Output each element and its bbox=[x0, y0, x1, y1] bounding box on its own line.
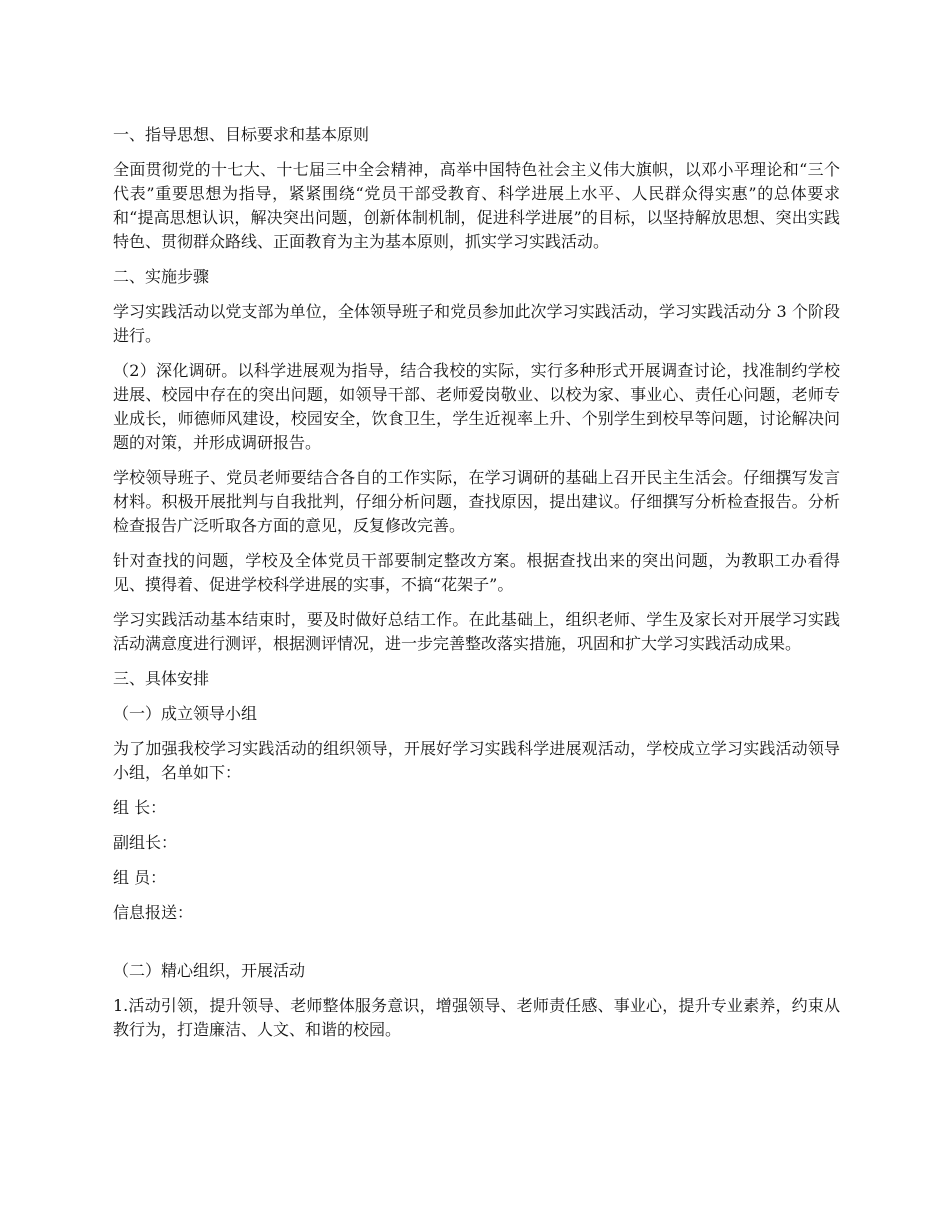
paragraph-activity-guidance: 1.活动引领，提升领导、老师整体服务意识，增强领导、老师责任感、事业心，提升专业素养，约束从教行为，打造廉洁、人文、和谐的校园。 bbox=[113, 996, 840, 1039]
paragraph-guiding-thought: 全面贯彻党的十七大、十七届三中全会精神，高举中国特色社会主义伟大旗帜，以邓小平理论和“三个代表”重要思想为指导，紧紧围绕“党员干部受教育、科学进展上水平、人民群众得实惠”的总体要求和“提高思想认识，解决突出问题，创新体制机制，促进科学进展”的目标，以坚持解放思想、突出实践特色、贯彻群众路线、正面教育为主为基本原则，抓实学习实践活动。 bbox=[113, 160, 840, 251]
section-heading-guiding-principles: 一、指导思想、目标要求和基本原则 bbox=[113, 125, 370, 144]
subsection-heading-organize-activities: （二）精心组织，开展活动 bbox=[113, 961, 306, 980]
role-report-label: 信息报送： bbox=[113, 903, 194, 922]
paragraph-democratic-meeting: 学校领导班子、党员老师要结合各自的工作实际，在学习调研的基础上召开民主生活会。仔细撰写发言材料。积极开展批判与自我批判，仔细分析问题，查找原因，提出建议。仔细撰写分析检查报告。分析检查报告广泛听取各方面的意见，反复修改完善。 bbox=[113, 468, 840, 535]
role-member-label: 组 员： bbox=[113, 868, 167, 887]
role-deputy-label: 副组长： bbox=[113, 833, 178, 852]
paragraph-in-depth-research: （2）深化调研。以科学进展观为指导，结合我校的实际，实行多种形式开展调查讨论，找准制约学校进展、校园中存在的突出问题，如领导干部、老师爱岗敬业、以校为家、事业心、责任心问题，老师专业成长，师德师风建设，校园安全，饮食卫生，学生近视率上升、个别学生到校早等问题，讨论解决问题的对策，并形成调研报告。 bbox=[113, 361, 840, 452]
paragraph-rectification-plan: 针对查找的问题，学校及全体党员干部要制定整改方案。根据查找出来的突出问题，为教职工办看得见、摸得着、促进学校科学进展的实事，不搞“花架子”。 bbox=[113, 551, 840, 594]
role-leader-label: 组 长： bbox=[113, 798, 167, 817]
subsection-heading-leadership-group: （一）成立领导小组 bbox=[113, 704, 258, 723]
document-body bbox=[113, 123, 840, 1042]
section-heading-specific-arrangements: 三、具体安排 bbox=[113, 669, 210, 688]
section-heading-implementation-steps: 二、实施步骤 bbox=[113, 267, 210, 286]
paragraph-activity-overview: 学习实践活动以党支部为单位，全体领导班子和党员参加此次学习实践活动，学习实践活动分 3 个阶段进行。 bbox=[113, 302, 840, 345]
paragraph-leadership-group: 为了加强我校学习实践活动的组织领导，开展好学习实践科学进展观活动，学校成立学习实践活动领导小组，名单如下： bbox=[113, 739, 840, 782]
paragraph-summary-evaluation: 学习实践活动基本结束时，要及时做好总结工作。在此基础上，组织老师、学生及家长对开展学习实践活动满意度进行测评，根据测评情况，进一步完善整改落实措施，巩固和扩大学习实践活动成果。 bbox=[113, 610, 840, 653]
